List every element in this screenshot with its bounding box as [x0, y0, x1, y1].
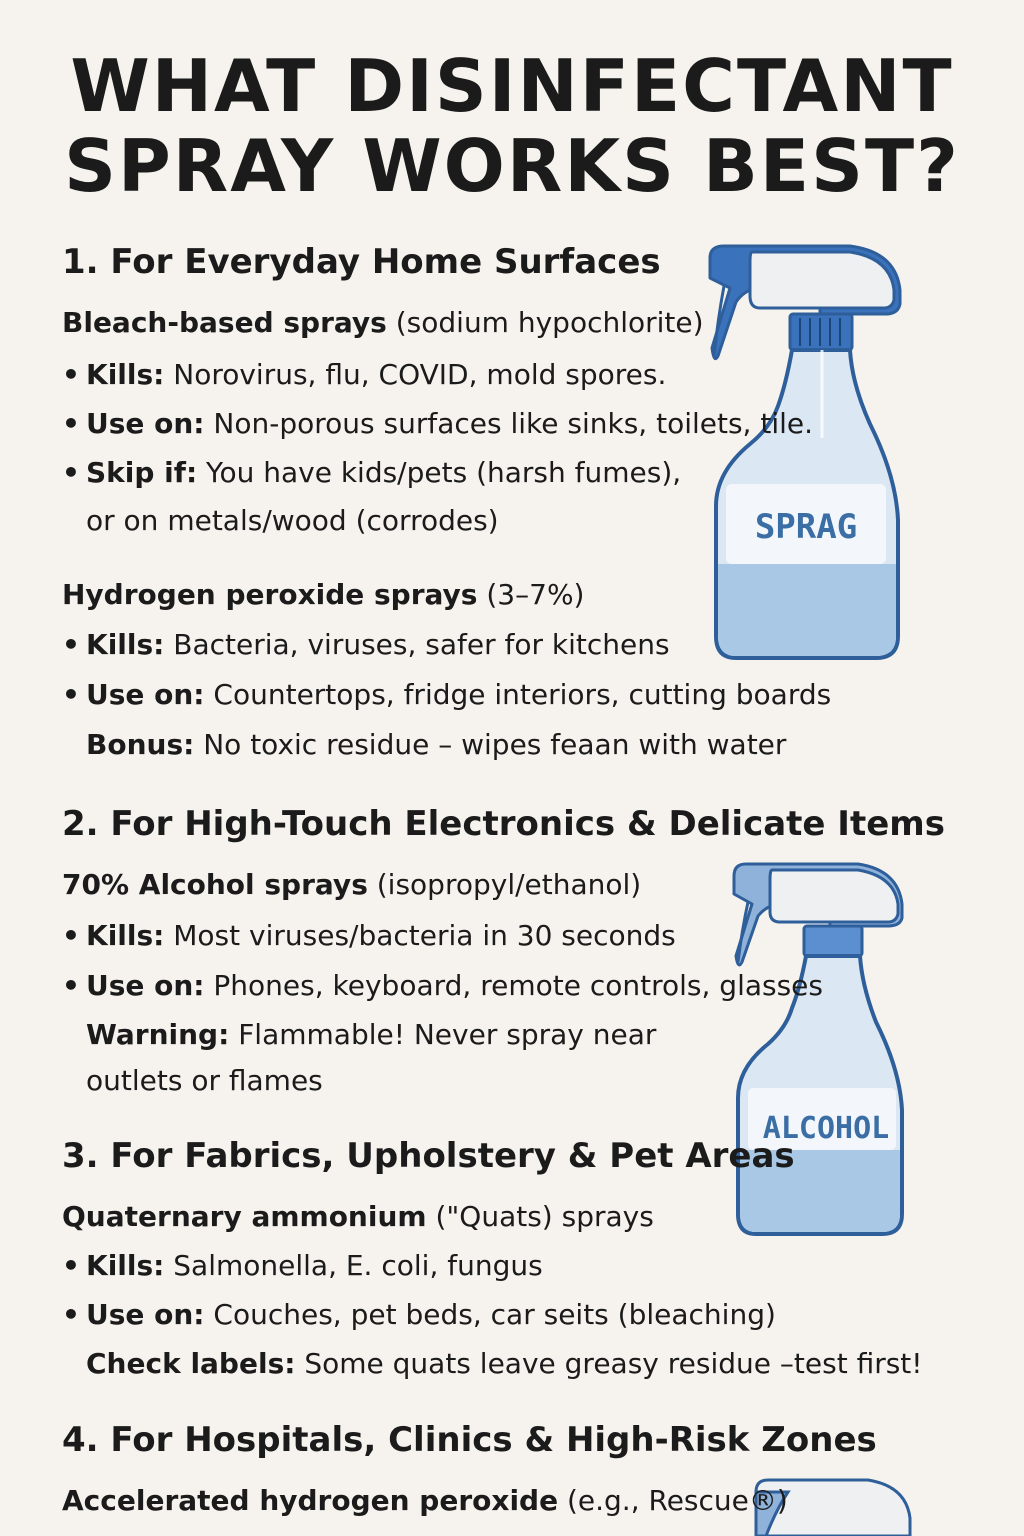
- product-accelerated-hydrogen-peroxide: [62, 1484, 788, 1518]
- list-item-note: Check labels: Some quats leave greasy residue –test first!: [86, 1347, 923, 1380]
- product-bleach: [62, 306, 704, 340]
- product-name: Quaternary ammonium: [62, 1200, 427, 1233]
- product-name: 70% Alcohol sprays: [62, 868, 368, 901]
- list-item-note: Bonus: No toxic residue – wipes feaan with water: [86, 728, 787, 761]
- spray-bottle-icon: [700, 238, 910, 668]
- list-item: • Use on: Phones, keyboard, remote controls, glasses: [62, 969, 823, 1002]
- list-item: • Use on: Non-porous surfaces like sinks, toilets, tile.: [62, 407, 814, 440]
- title-line-1: WHAT DISINFECTANT: [70, 44, 954, 128]
- section-2-heading: 2. For High-Touch Electronics & Delicate Items: [62, 804, 945, 844]
- product-quats: [62, 1200, 654, 1234]
- product-detail: (isopropyl/ethanol): [367, 868, 642, 901]
- product-detail: (sodium hypochlorite): [386, 306, 704, 339]
- section-3-heading: 3. For Fabrics, Upholstery & Pet Areas: [62, 1136, 795, 1176]
- list-item-note: Warning: Flammable! Never spray near: [86, 1018, 657, 1051]
- list-item-continuation: or on metals/wood (corrodes): [86, 504, 499, 537]
- product-name: Bleach-based sprays: [62, 306, 387, 339]
- bottle-label-sprag: SPRAG: [754, 507, 858, 547]
- list-item: • Use on: Couches, pet beds, car seits (bleaching): [62, 1298, 776, 1331]
- product-detail: ("Quats) sprays: [426, 1200, 654, 1233]
- title-line-2: SPRAY WORKS BEST?: [64, 124, 960, 208]
- product-detail: (3–7%): [477, 578, 585, 611]
- product-alcohol: [62, 868, 641, 902]
- product-name: Hydrogen peroxide sprays: [62, 578, 478, 611]
- product-hydrogen-peroxide: [62, 578, 584, 612]
- list-item: • Kills: Bacteria, viruses, safer for kitchens: [62, 628, 670, 661]
- product-name: Accelerated hydrogen peroxide: [62, 1484, 559, 1517]
- list-item: • Skip if: You have kids/pets (harsh fumes),: [62, 456, 682, 489]
- list-item-continuation: outlets or flames: [86, 1064, 323, 1097]
- list-item: • Kills: Salmonella, E. coli, fungus: [62, 1249, 543, 1282]
- product-detail: (e.g., Rescue®): [558, 1484, 788, 1517]
- list-item: • Kills: Norovirus, flu, COVID, mold spores.: [62, 358, 667, 391]
- page-title: [0, 46, 1024, 206]
- list-item: • Use on: Countertops, fridge interiors, cutting boards: [62, 678, 832, 711]
- spray-bottle-icon: [726, 858, 912, 1242]
- list-item: • Kills: Most viruses/bacteria in 30 seconds: [62, 919, 676, 952]
- section-4-heading: 4. For Hospitals, Clinics & High-Risk Zones: [62, 1420, 877, 1460]
- section-1-heading: 1. For Everyday Home Surfaces: [62, 242, 661, 282]
- bottle-label-alcohol: ALCOHOL: [762, 1111, 890, 1146]
